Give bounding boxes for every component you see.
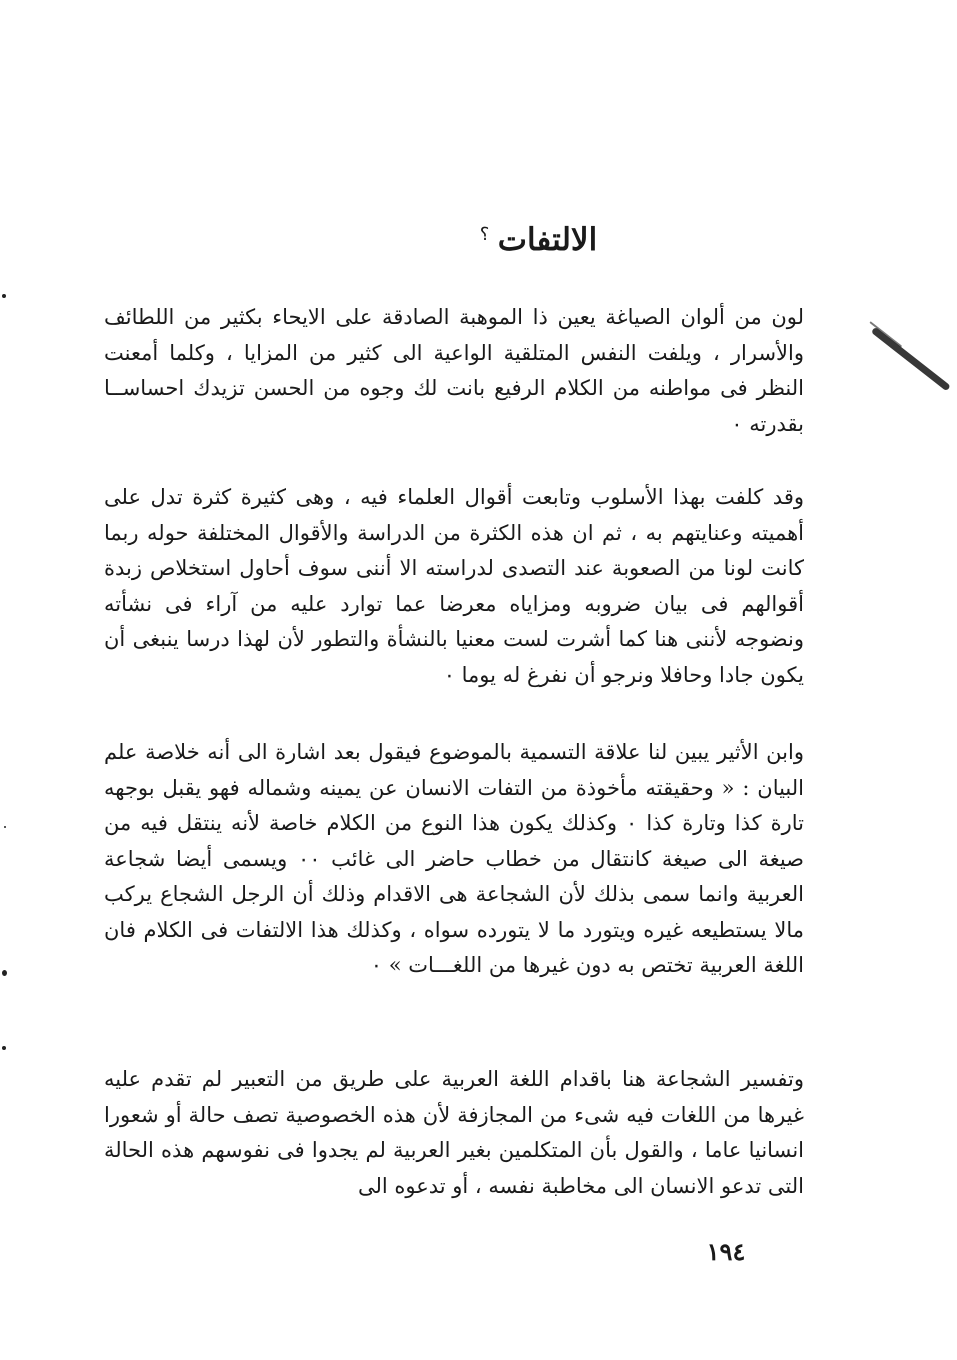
page-number: ١٩٤ — [706, 1237, 746, 1266]
title-mark: ؟ — [479, 224, 490, 245]
paragraph-1: لون من ألوان الصياغة يعين ذا الموهبة الصادقة على الايحاء بكثير من اللطائف والأسرار ، ويلفت النفس المتلقية الواعية الى كثير من المزايا ، وكلما أمعنت النظر فى مواطنه من الكلام الرفيع بانت لك وجوه من الحسن تزيدك احساســا بقدرته ٠ — [104, 305, 804, 436]
scan-speck — [2, 970, 7, 976]
scan-speck — [4, 826, 6, 828]
scan-speck — [2, 1046, 6, 1050]
paragraph-4: وتفسير الشجاعة هنا باقدام اللغة العربية على طريق من التعبير لم تقدم عليه غيرها من اللغات فيه شىء من المجازفة لأن هذه الخصوصية تصف حالة أو شعورا انسانيا عاما ، والقول بأن المتكلمين بغير العربية لم يجدوا فى نفوسهم هذه الحالة التى تدعو الانسان الى مخاطبة نفسه ، أو تدعوه الى — [104, 1067, 804, 1198]
scan-smudge — [871, 327, 951, 392]
title-text: الالتفات — [497, 222, 598, 258]
paragraph-3: وابن الأثير يبين لنا علاقة التسمية بالموضوع فيقول بعد اشارة الى أنه خلاصة علم البيان : « وحقيقته مأخوذة من التفات الانسان عن يمينه وشماله فهو يقبل بوجهه تارة كذا وتارة كذا ٠ وكذلك يكون هذا النوع من الكلام خاصة لأنه ينتقل فيه من صيغة الى صيغة كانتقال من خطاب حاضر الى غائب ٠٠ ويسمى أيضا شجاعة العربية وانما سمى بذلك لأن الشجاعة هى الاقدام وذلك أن الرجل الشجاع يركب مالا يستطيعه غيره ويتورد ما لا يتورده سواه ، وكذلك هذا الالتفات فى الكلام فان اللغة العربية تختص به دون غيرها من اللغـــات » ٠ — [104, 740, 804, 977]
scan-speck — [2, 294, 6, 298]
page-title — [0, 222, 957, 258]
paragraph-2: وقد كلفت بهذا الأسلوب وتابعت أقوال العلماء فيه ، وهى كثيرة كثرة تدل على أهميته وعنايتهم به ، ثم ان هذه الكثرة من الدراسة والأقوال المختلفة حوله ربما كانت لونا من الصعوبة عند التصدى لدراسته الا أننى سوف أحاول استخلاص زبدة أقوالهم فى بيان ضروبه ومزاياه معرضا عما توارد عليه من آراء فى نشأته ونضوجه لأننى هنا كما أشرت لست معنيا بالنشأة والتطور لأن لهذا درسا ينبغى أن يكون جادا وحافلا ونرجو أن نفرغ له يوما ٠ — [104, 485, 804, 687]
